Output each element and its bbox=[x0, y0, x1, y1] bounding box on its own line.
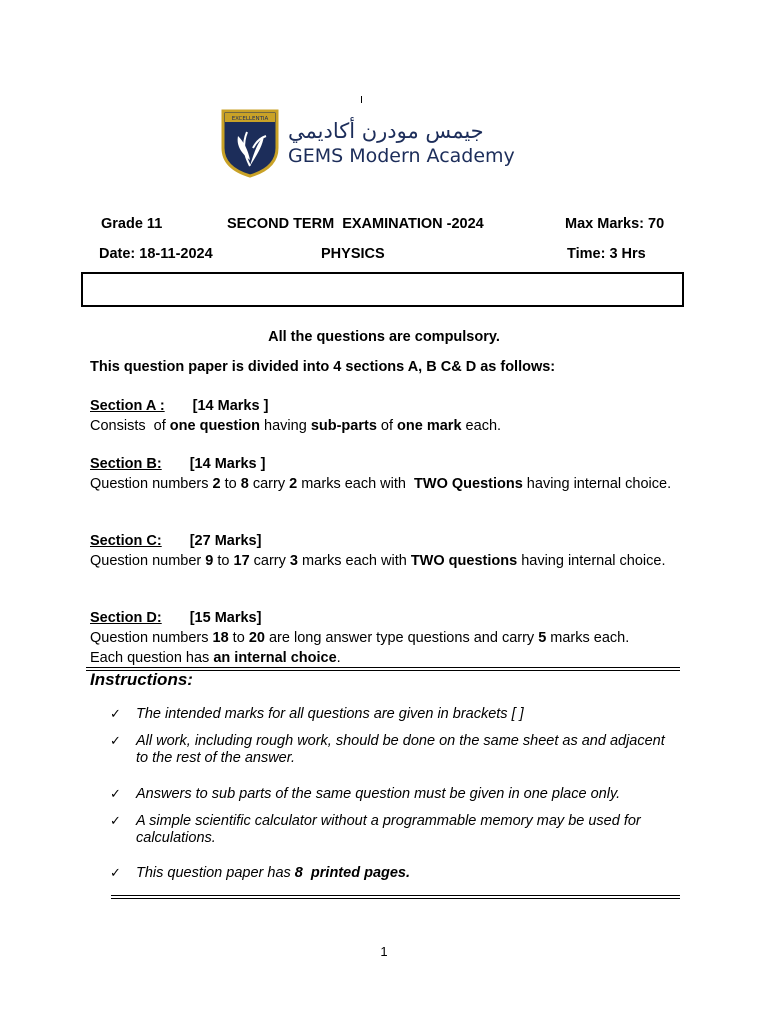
instructions-heading: Instructions: bbox=[90, 670, 193, 689]
subject: PHYSICS bbox=[321, 246, 385, 262]
list-item: ✓ A simple scientific calculator without a programmable memory may be used for calculations. bbox=[110, 813, 641, 846]
list-item: ✓ Answers to sub parts of the same question must be given in one place only. bbox=[110, 786, 621, 802]
exam-title: SECOND TERM EXAMINATION -2024 bbox=[227, 216, 484, 232]
section-b: Section B: [14 Marks ] Question numbers 2 to 8 carry 2 marks each with TWO Questions having internal choice. bbox=[90, 456, 672, 492]
grade-label: Grade 11 bbox=[101, 216, 163, 232]
list-item: ✓ This question paper has 8 printed pages. bbox=[110, 865, 411, 881]
school-name-arabic: جيمس مودرن أكاديمي bbox=[288, 119, 484, 143]
compulsory-note: All the questions are compulsory. bbox=[268, 329, 500, 345]
check-icon: ✓ bbox=[110, 866, 121, 881]
check-icon: ✓ bbox=[110, 787, 121, 802]
section-c: Section C: [27 Marks] Question number 9 to 17 carry 3 marks each with TWO questions having internal choice. bbox=[90, 533, 666, 569]
crest-icon bbox=[220, 108, 280, 178]
section-a: Section A : [14 Marks ] Consists of one question having sub-parts of one mark each. bbox=[90, 398, 502, 434]
section-d: Section D: [15 Marks] Question numbers 18 to 20 are long answer type questions and carry 5 marks each. Each question has an internal choice. bbox=[90, 610, 630, 666]
max-marks: Max Marks: 70 bbox=[565, 216, 665, 232]
check-icon: ✓ bbox=[110, 734, 121, 749]
bottom-divider bbox=[111, 895, 680, 899]
exam-date: Date: 18-11-2024 bbox=[99, 246, 213, 262]
school-logo bbox=[220, 108, 515, 178]
list-item: ✓ All work, including rough work, should be done on the same sheet as and adjacent to the rest of the answer. bbox=[110, 733, 665, 766]
check-icon: ✓ bbox=[110, 707, 121, 722]
duration: Time: 3 Hrs bbox=[567, 246, 646, 262]
page-number: 1 bbox=[380, 944, 388, 959]
list-item: ✓ The intended marks for all questions are given in brackets [ ] bbox=[110, 706, 524, 722]
division-note: This question paper is divided into 4 sections A, B C& D as follows: bbox=[90, 359, 556, 375]
school-name: GEMS Modern Academy bbox=[288, 145, 515, 167]
check-icon: ✓ bbox=[110, 814, 121, 829]
student-details-box[interactable] bbox=[81, 272, 684, 307]
instructions-list bbox=[110, 706, 670, 882]
stray-mark bbox=[361, 96, 362, 103]
crest-text: EXCELLENTIA bbox=[231, 116, 269, 122]
